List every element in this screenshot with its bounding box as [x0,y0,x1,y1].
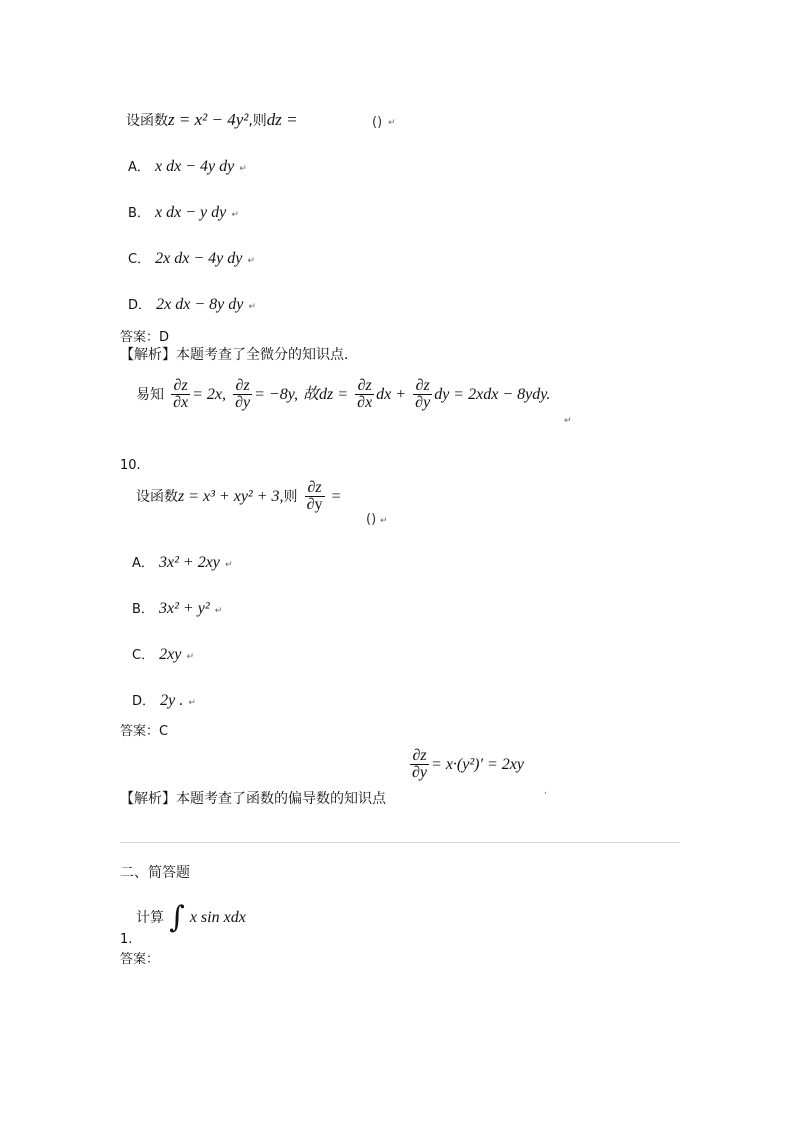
option-label: C． [128,252,151,267]
solution-term1: dx + [376,386,407,403]
option-expr: 2x dx − 4y dy [155,250,243,267]
partial-z-y-fraction: $\frac{\partial z}{\partial y}$ [415,377,431,411]
option-label: A． [132,556,154,571]
option-expr: x dx − y dy [155,204,227,221]
option-label: A． [128,160,150,175]
partial-z-x-fraction: $\frac{\partial z}{\partial x}$ [357,377,373,411]
section2-q1-number: 1. [120,932,133,947]
q9-option-c [128,248,255,268]
q10-option-b [132,598,222,618]
option-label: B． [132,602,154,617]
partial-z-x-fraction: $\frac{\partial z}{\partial x}$ [173,377,189,411]
section2-title: 二、简答题 [120,865,190,881]
partial-z-y-fraction: $\frac{\partial z}{\partial y}$ [235,377,251,411]
q10-solution [408,748,524,781]
q1-integrand: x sin xdx [189,909,246,926]
q9-answer: 答案：D [120,330,170,345]
q10-blank: () [366,512,377,527]
q10-analysis: 【解析】本题考查了函数的偏导数的知识点 [120,791,386,807]
option-expr: 2x dx − 8y dy [156,296,244,313]
paragraph-mark-icon: ↵ [231,210,239,220]
solution-term2: dy = 2xdx − 8ydy. [434,386,551,403]
q9-option-a [128,156,247,176]
q1-prefix: 计算 [136,910,164,926]
option-expr: 2y . [160,692,184,709]
q9-function: z = x² − 4y² [168,110,249,129]
q9-option-b [128,202,239,222]
q10-mid: 则 [283,489,298,505]
q10-tail: = [331,488,341,505]
paragraph-mark-icon: ↵ [188,698,196,708]
q9-mid: ,则 [248,113,267,129]
paragraph-mark-icon: ↵ [247,256,256,266]
solution-eq1: = 2x, [192,386,227,403]
q10-stem [136,480,341,513]
paragraph-mark-icon: ↵ [564,416,572,426]
q10-option-c [132,644,194,664]
q10-option-d [132,690,196,710]
q10-option-a [132,552,233,572]
solution-eq2: = −8y, [254,386,298,403]
paragraph-mark-icon: , [544,786,547,796]
q9-analysis: 【解析】本题考查了全微分的知识点． [120,347,358,363]
paragraph-mark-icon: ↵ [214,606,223,616]
section2-q1-answer: 答案： [120,952,160,967]
q10-solution-rhs: = x·(y²)′ = 2xy [431,756,524,773]
paragraph-mark-icon: ↵ [380,516,388,526]
q10-answer: 答案：C [120,724,169,739]
option-label: B． [128,206,150,221]
option-label: D． [128,298,152,313]
q10-number: 10. [120,458,141,473]
q10-prefix: 设函数 [136,489,178,505]
option-label: D． [132,694,156,709]
section-divider [120,842,680,843]
integral-sign-icon: ∫ [169,900,185,935]
q9-option-d [128,294,256,314]
solution-so: 故dz = [303,386,349,403]
paragraph-mark-icon: ↵ [388,118,396,128]
section2-q1-stem [136,900,246,935]
paragraph-mark-icon: ↵ [186,652,195,662]
q10-function: z = x³ + xy² + 3, [178,488,284,505]
option-expr: x dx − 4y dy [155,158,235,175]
q9-blank: () [372,115,383,130]
paragraph-mark-icon: ↵ [239,164,247,174]
option-expr: 3x² + 2xy [159,554,220,571]
q9-stem [126,110,298,130]
solution-lead: 易知 [136,387,164,403]
partial-z-y-fraction: $\frac{\partial z}{\partial y}$ [306,479,323,513]
option-expr: 3x² + y² [159,600,210,617]
q9-prefix: 设函数 [126,113,168,129]
q9-solution [136,378,550,411]
partial-z-y-fraction: $\frac{\partial z}{\partial y}$ [412,747,428,781]
paragraph-mark-icon: ↵ [225,560,233,570]
option-label: C． [132,648,155,663]
option-expr: 2xy [159,646,182,663]
paragraph-mark-icon: ↵ [248,302,256,312]
q9-target: dz = [266,110,298,129]
